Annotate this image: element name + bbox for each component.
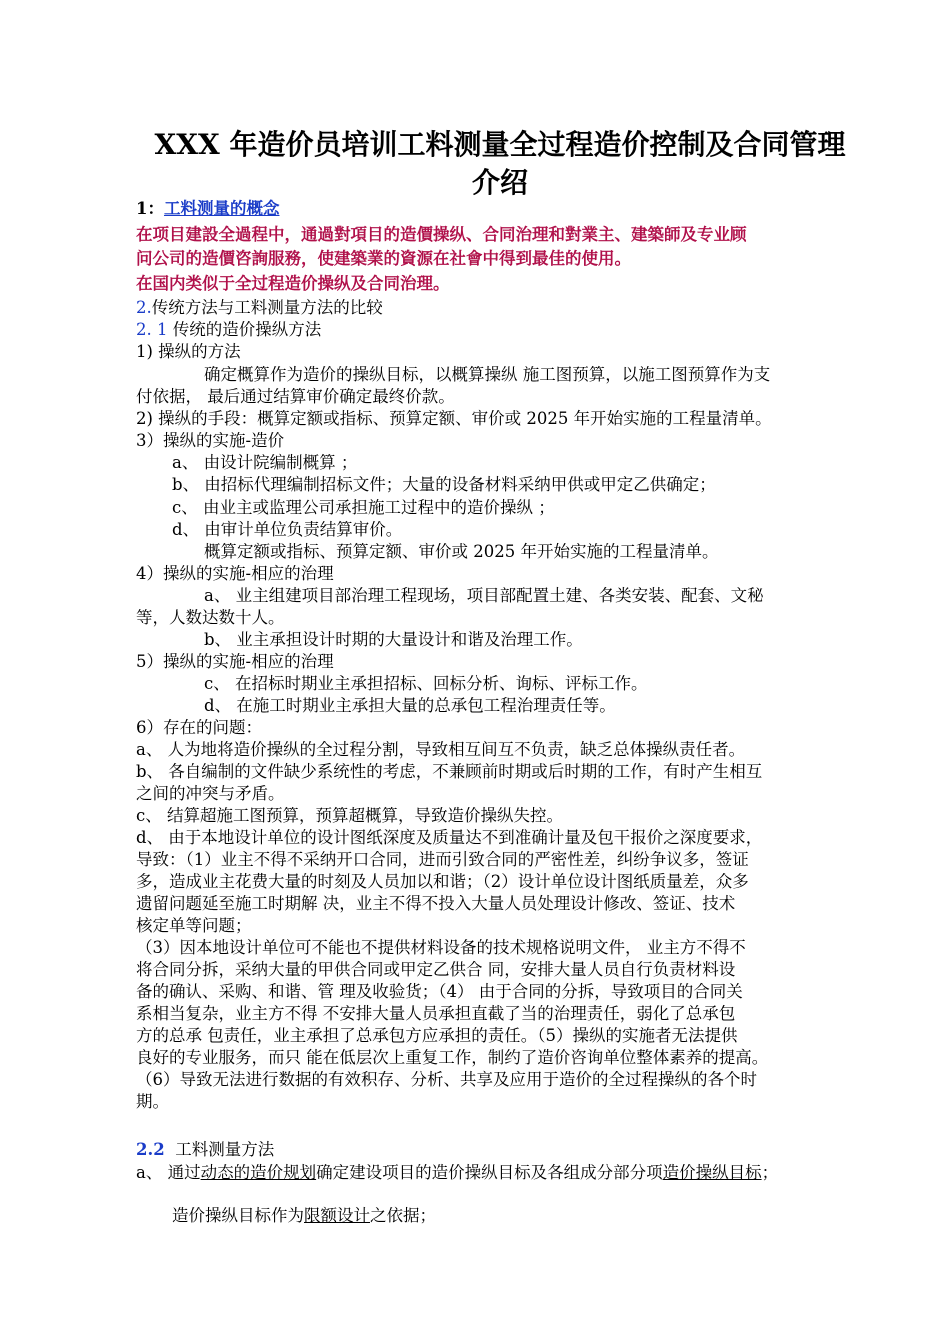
title-line-2: 介绍 <box>471 166 528 199</box>
item-6-a: a、 人为地将造价操纵的全过程分割，导致相互间互不负责，缺乏总体操纵责任者。 <box>136 740 746 759</box>
section-number: 1： <box>136 199 164 218</box>
section-number: 2. 1 <box>136 320 168 339</box>
item-6-d-line-8: 备的确认、采购、和谐、管 理及收验货；（4） 由于合同的分拆，导致项目的合同关 <box>136 982 743 1001</box>
section-title: 传统的造价操纵方法 <box>172 320 322 339</box>
text-run: 之依据； <box>370 1206 436 1225</box>
method-a-note <box>172 1205 436 1227</box>
item-6-d-line-10: 方的总承 包责任，业主承担了总承包方应承担的责任。（5）操纵的实施者无法提供 <box>136 1026 738 1045</box>
item-1-heading: 1) 操纵的方法 <box>136 342 241 361</box>
item-4-heading: 4）操纵的实施-相应的治理 <box>136 564 334 583</box>
item-4-b: b、 业主承担设计时期的大量设计和谐及治理工作。 <box>204 630 583 649</box>
document-title <box>130 126 870 202</box>
section-1-heading <box>136 198 279 220</box>
red-paragraph-line-1: 在项目建設全過程中，通過對項目的造價操纵、合同治理和對業主、建築師及专业顾 <box>136 225 747 244</box>
text-run: a、 通过 <box>136 1163 201 1182</box>
item-6-b-line-2: 之间的冲突与矛盾。 <box>136 784 285 803</box>
section-title: 传统方法与工料测量方法的比较 <box>151 298 383 317</box>
item-6-d-line-12: （6）导致无法进行数据的有效积存、分析、共享及应用于造价的全过程操纵的各个时 <box>136 1070 757 1089</box>
item-3-note: 概算定额或指标、预算定额、审价或 2025 年开始实施的工程量清单。 <box>204 542 719 561</box>
underlined-term: 限额设计 <box>304 1206 370 1225</box>
item-3-c: c、 由业主或监理公司承担施工过程中的造价操纵 ； <box>172 498 555 517</box>
item-6-d-line-13: 期。 <box>136 1092 169 1111</box>
item-6-d-line-5: 核定单等问题； <box>136 916 252 935</box>
item-5-c: c、 在招标时期业主承担招标、回标分析、询标、评标工作。 <box>204 674 648 693</box>
underlined-term: 动态的造价规划 <box>200 1163 317 1182</box>
item-1-line-2: 付依据， 最后通过结算审价确定最终价款。 <box>136 387 455 406</box>
method-a-line <box>136 1162 778 1184</box>
item-6-d-line-3: 多，造成业主花费大量的时刻及人员加以和谐；（2）设计单位设计图纸质量差，众多 <box>136 872 749 891</box>
item-6-d-line-7: 将合同分拆，采纳大量的甲供合同或甲定乙供合 同，安排大量人员自行负责材料设 <box>136 960 736 979</box>
item-1-line-1: 确定概算作为造价的操纵目标，以概算操纵 施工图预算，以施工图预算作为支 <box>204 365 771 384</box>
item-6-b-line-1: b、 各自编制的文件缺少系统性的考虑，不兼顾前时期或后时期的工作，有时产生相互 <box>136 762 763 781</box>
text-run: 确定建设项目的造价操纵目标及各组成分部分项 <box>316 1163 663 1182</box>
item-5-heading: 5）操纵的实施-相应的治理 <box>136 652 334 671</box>
item-6-heading: 6）存在的问题： <box>136 718 262 737</box>
text-run: ； <box>761 1163 779 1182</box>
text-run: 造价操纵目标作为 <box>172 1206 304 1225</box>
item-4-a-line-2: 等，人数达数十人。 <box>136 608 285 627</box>
item-3-a: a、 由设计院编制概算 ； <box>172 453 358 472</box>
item-6-d-line-6: （3）因本地设计单位可不能也不提供材料设备的技术规格说明文件， 业主方不得不 <box>136 938 746 957</box>
red-paragraph-line-3: 在国内类似于全过程造价操纵及合同治理。 <box>136 274 450 293</box>
title-line-1: XXX 年造价员培训工料测量全过程造价控制及合同管理 <box>154 128 846 161</box>
item-5-d: d、 在施工时期业主承担大量的总承包工程治理责任等。 <box>204 696 616 715</box>
item-6-d-line-11: 良好的专业服务，而只 能在低层次上重复工作，制约了造价咨询单位整体素养的提高。 <box>136 1048 769 1067</box>
item-3-heading: 3）操纵的实施-造价 <box>136 431 285 450</box>
item-6-d-line-9: 系相当复杂，业主方不得 不安排大量人员承担直截了当的治理责任，弱化了总承包 <box>136 1004 736 1023</box>
section-2-1-heading <box>136 319 321 341</box>
section-1-link[interactable]: 工料测量的概念 <box>163 199 280 218</box>
item-6-d-line-2: 导致：（1）业主不得不采纳开口合同，进而引致合同的严密性差，纠纷争议多，签证 <box>136 850 749 869</box>
section-2-2-heading <box>136 1139 274 1161</box>
section-2-heading <box>136 297 383 319</box>
section-number: 2.2 <box>136 1140 165 1159</box>
item-3-d: d、 由审计单位负责结算审价。 <box>172 520 403 539</box>
item-4-a-line-1: a、 业主组建项目部治理工程现场，项目部配置土建、各类安装、配套、文秘 <box>204 586 764 605</box>
item-6-d-line-4: 遗留问题延至施工时期解 决，业主不得不投入大量人员处理设计修改、签证、技术 <box>136 894 736 913</box>
section-number: 2. <box>136 298 152 317</box>
item-6-d-line-1: d、 由于本地设计单位的设计图纸深度及质量达不到准确计量及包干报价之深度要求， <box>136 828 763 847</box>
item-3-b: b、 由招标代理编制招标文件；大量的设备材料采纳甲供或甲定乙供确定； <box>172 475 716 494</box>
red-paragraph-line-2: 问公司的造價咨詢服務，使建築業的資源在社會中得到最佳的使用。 <box>136 249 631 268</box>
underlined-term: 造价操纵目标 <box>662 1163 762 1182</box>
section-title: 工料测量方法 <box>175 1140 275 1159</box>
item-6-c: c、 结算超施工图预算，预算超概算，导致造价操纵失控。 <box>136 806 563 825</box>
item-2-heading: 2) 操纵的手段：概算定额或指标、预算定额、审价或 2025 年开始实施的工程量清单。 <box>136 409 772 428</box>
